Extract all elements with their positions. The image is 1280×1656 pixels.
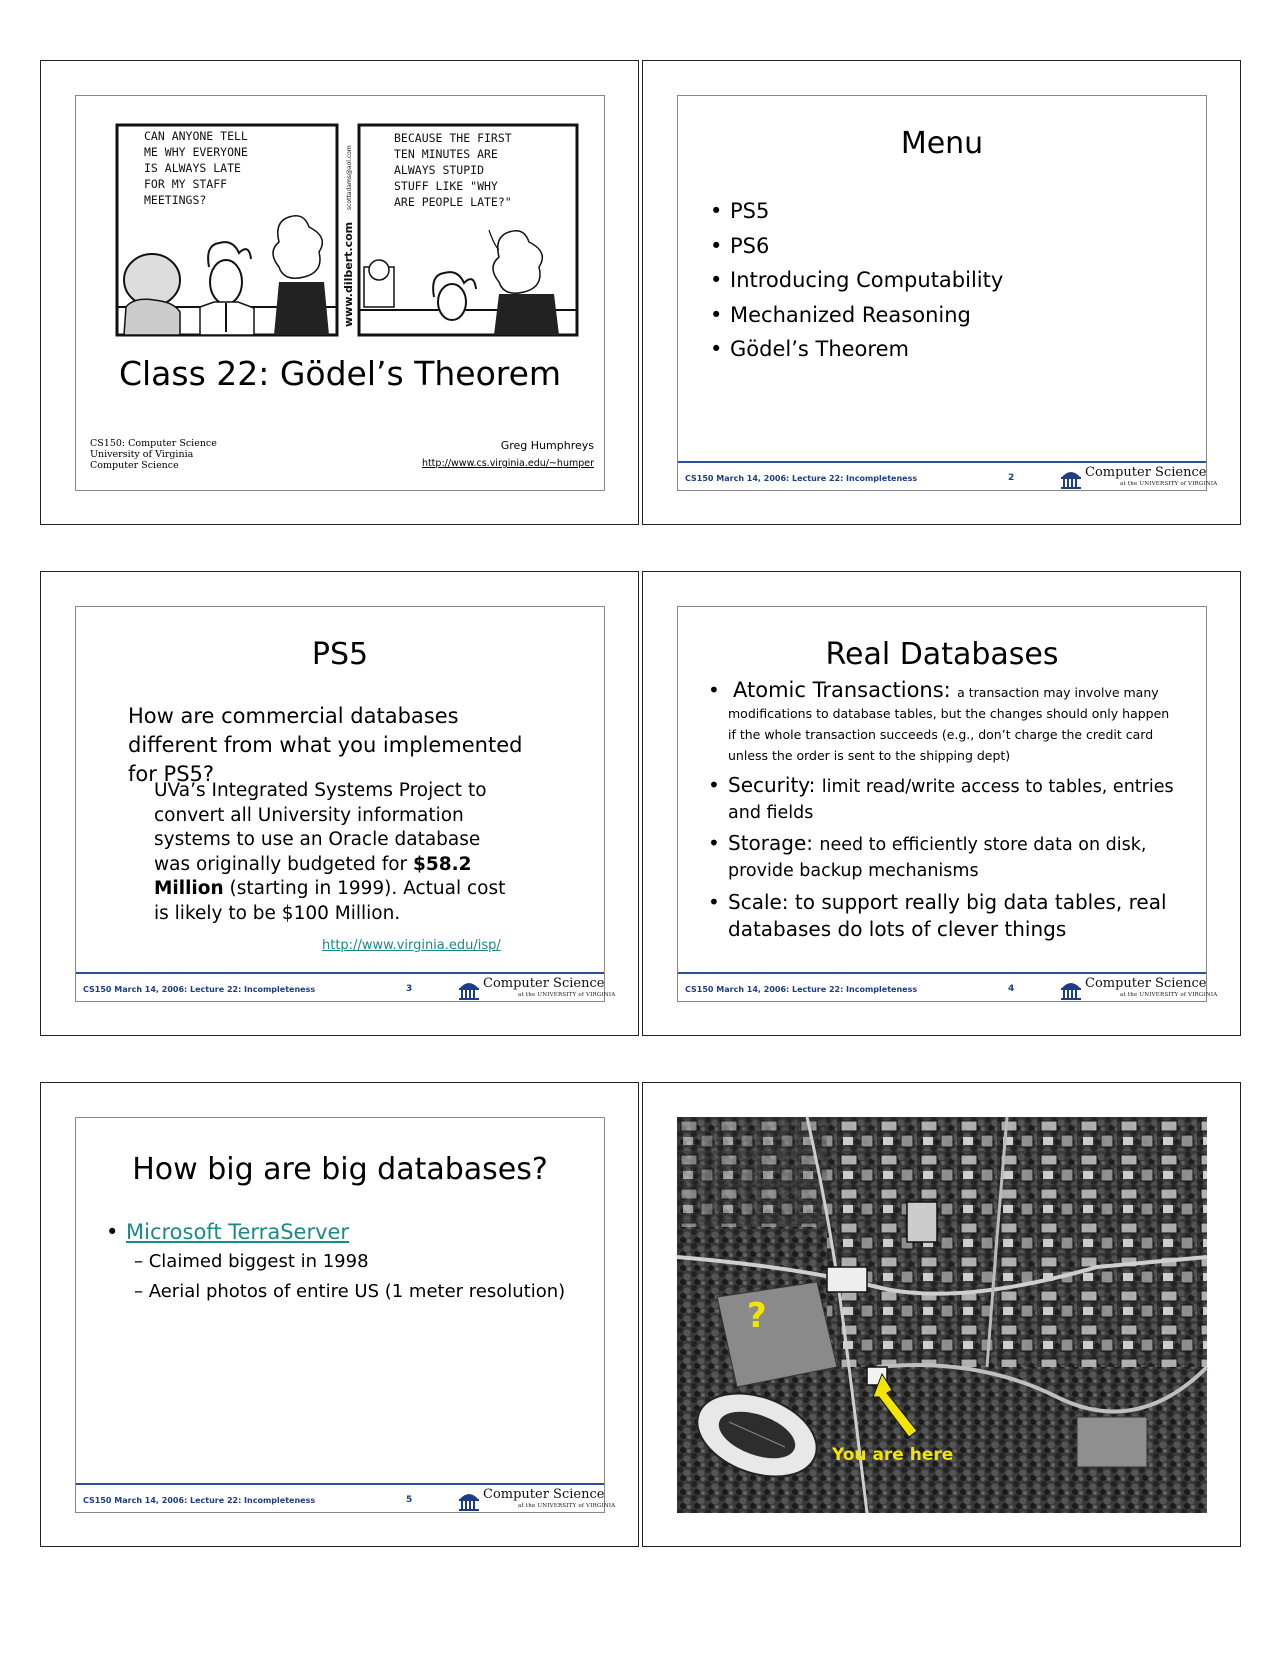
db-feature bbox=[706, 831, 1176, 883]
rotunda-icon bbox=[458, 1489, 480, 1511]
isp-budget: $58.2 Million bbox=[154, 853, 472, 899]
you-are-here-label: You are here bbox=[832, 1445, 954, 1465]
terraserver-sub-text: Aerial photos of entire US (1 meter resolution) bbox=[148, 1281, 566, 1302]
db-feature-text: a transaction may involve many modifications to database tables, but the changes should only happen if the whole transaction succeeds (e.g., don’t charge the credit card unless the order is sent to the shipping dept) bbox=[728, 685, 1170, 763]
db-feature bbox=[706, 773, 1176, 825]
menu-item: • Mechanized Reasoning bbox=[708, 298, 1003, 333]
course-info bbox=[90, 438, 217, 471]
slide-number: 4 bbox=[1008, 984, 1015, 994]
comic-p2-line-1: BECAUSE THE FIRST bbox=[394, 131, 512, 145]
isp-text-pre: UVa’s Integrated Systems Project to convert all University information systems to use an Oracle database was originally budgeted for bbox=[154, 780, 487, 875]
ps5-question: How are commercial databases different from what you implemented for PS5? bbox=[128, 704, 523, 786]
footer-rule bbox=[76, 1483, 604, 1485]
course-line-2: University of Virginia bbox=[90, 449, 194, 460]
cs-logo-name: Computer Science bbox=[1085, 465, 1207, 480]
comic-p2-line-3: ALWAYS STUPID bbox=[394, 163, 485, 177]
isp-text-post: (starting in 1999). Actual cost is likely to be $100 Million. bbox=[154, 878, 506, 924]
terraserver-sub-2: – Aerial photos of entire US (1 meter resolution) bbox=[134, 1281, 566, 1302]
footer-rule bbox=[76, 972, 604, 974]
terraserver-link[interactable]: Microsoft TerraServer bbox=[126, 1220, 350, 1244]
db-feature-head: Storage: bbox=[728, 831, 813, 855]
comic-p1-line-2: ME WHY EVERYONE bbox=[144, 145, 248, 159]
db-feature-text: limit read/write access to tables, entries and fields bbox=[728, 777, 1174, 823]
slide-4 bbox=[677, 606, 1218, 1002]
slide-4-title: Real Databases bbox=[825, 637, 1059, 672]
menu-item: • Gödel’s Theorem bbox=[708, 332, 1003, 367]
footer-rule bbox=[678, 972, 1206, 974]
slide-frame-1 bbox=[40, 60, 639, 525]
db-feature-head: Atomic Transactions: bbox=[733, 678, 951, 702]
cs-logo-sub: at the UNIVERSITY of VIRGINIA bbox=[518, 992, 616, 998]
cs-logo-name: Computer Science bbox=[483, 1487, 605, 1502]
rotunda-icon bbox=[458, 978, 480, 1000]
unknown-site-mark: ? bbox=[747, 1296, 767, 1336]
comic-email: scottadams@aol.com bbox=[346, 145, 353, 210]
comic-p1-line-3: IS ALWAYS LATE bbox=[144, 161, 241, 175]
db-feature-head: Security: bbox=[728, 773, 816, 797]
slide-frame-5 bbox=[40, 1082, 639, 1547]
db-feature-text: need to efficiently store data on disk, provide backup mechanisms bbox=[728, 835, 1147, 881]
slide-footer: CS150 March 14, 2006: Lecture 22: Incompleteness bbox=[685, 474, 918, 483]
db-feature-head: Scale: bbox=[728, 890, 789, 914]
rotunda-icon bbox=[1060, 978, 1082, 1000]
db-feature-text: to support really big data tables, real databases do lots of clever things bbox=[728, 890, 1167, 941]
terraserver-sub-text: Claimed biggest in 1998 bbox=[148, 1251, 369, 1272]
isp-paragraph bbox=[154, 779, 514, 926]
author-name: Greg Humphreys bbox=[500, 439, 594, 452]
dilbert-comic bbox=[114, 122, 584, 352]
cs-logo-name: Computer Science bbox=[483, 976, 605, 991]
slide-6 bbox=[677, 1117, 1207, 1513]
footer-rule bbox=[678, 461, 1206, 463]
rotunda-icon bbox=[1060, 467, 1082, 489]
comic-p1-line-4: FOR MY STAFF bbox=[144, 177, 228, 191]
db-feature bbox=[706, 678, 1176, 765]
isp-link[interactable]: http://www.virginia.edu/isp/ bbox=[322, 938, 501, 953]
slide-2-title: Menu bbox=[900, 126, 984, 161]
cs-logo-sub: at the UNIVERSITY of VIRGINIA bbox=[518, 1503, 616, 1509]
menu-item: • Introducing Computability bbox=[708, 263, 1003, 298]
slide-number: 2 bbox=[1008, 473, 1015, 483]
slide-frame-3 bbox=[40, 571, 639, 1036]
menu-item: • PS6 bbox=[708, 229, 1003, 264]
course-line-1: CS150: Computer Science bbox=[90, 438, 217, 449]
terraserver-list bbox=[104, 1218, 349, 1246]
comic-p2-line-2: TEN MINUTES ARE bbox=[394, 147, 498, 161]
comic-p1-line-1: CAN ANYONE TELL bbox=[144, 129, 248, 143]
slide-5 bbox=[75, 1117, 616, 1513]
slide-frame-4 bbox=[642, 571, 1241, 1036]
cs-logo-name: Computer Science bbox=[1085, 976, 1207, 991]
menu-list bbox=[708, 194, 1003, 367]
slide-2 bbox=[677, 95, 1218, 491]
slide-3-title: PS5 bbox=[311, 637, 369, 672]
menu-item: • PS5 bbox=[708, 194, 1003, 229]
comic-p2-line-5: ARE PEOPLE LATE?" bbox=[394, 195, 512, 209]
slide-footer: CS150 March 14, 2006: Lecture 22: Incompleteness bbox=[685, 985, 918, 994]
comic-p1-line-5: MEETINGS? bbox=[144, 193, 207, 207]
slide-frame-2 bbox=[642, 60, 1241, 525]
slide-3 bbox=[75, 606, 616, 1002]
slide-number: 3 bbox=[406, 984, 413, 994]
terraserver-item bbox=[104, 1218, 349, 1246]
db-features-list bbox=[706, 678, 1176, 943]
cs-logo bbox=[458, 1487, 616, 1515]
slide-footer: CS150 March 14, 2006: Lecture 22: Incompleteness bbox=[83, 985, 316, 994]
cs-logo-sub: at the UNIVERSITY of VIRGINIA bbox=[1120, 992, 1218, 998]
comic-p2-line-4: STUFF LIKE "WHY bbox=[394, 179, 498, 193]
aerial-photo bbox=[677, 1117, 1207, 1513]
comic-credit: www.dilbert.com bbox=[342, 221, 355, 327]
slide-frame-6 bbox=[642, 1082, 1241, 1547]
cs-logo bbox=[1060, 465, 1218, 493]
terraserver-sub-1: – Claimed biggest in 1998 bbox=[134, 1251, 369, 1272]
slide-number: 5 bbox=[406, 1495, 413, 1505]
cs-logo-sub: at the UNIVERSITY of VIRGINIA bbox=[1120, 481, 1218, 487]
slide-footer: CS150 March 14, 2006: Lecture 22: Incompleteness bbox=[83, 1496, 316, 1505]
slide-1-title: Class 22: Gödel’s Theorem bbox=[118, 354, 562, 393]
db-feature bbox=[706, 889, 1176, 943]
course-line-3: Computer Science bbox=[90, 460, 179, 471]
author-url[interactable]: http://www.cs.virginia.edu/~humper bbox=[421, 458, 594, 469]
slide-5-title: How big are big databases? bbox=[132, 1152, 548, 1187]
slide-1 bbox=[75, 95, 605, 491]
cs-logo bbox=[458, 976, 616, 1004]
cs-logo bbox=[1060, 976, 1218, 1004]
